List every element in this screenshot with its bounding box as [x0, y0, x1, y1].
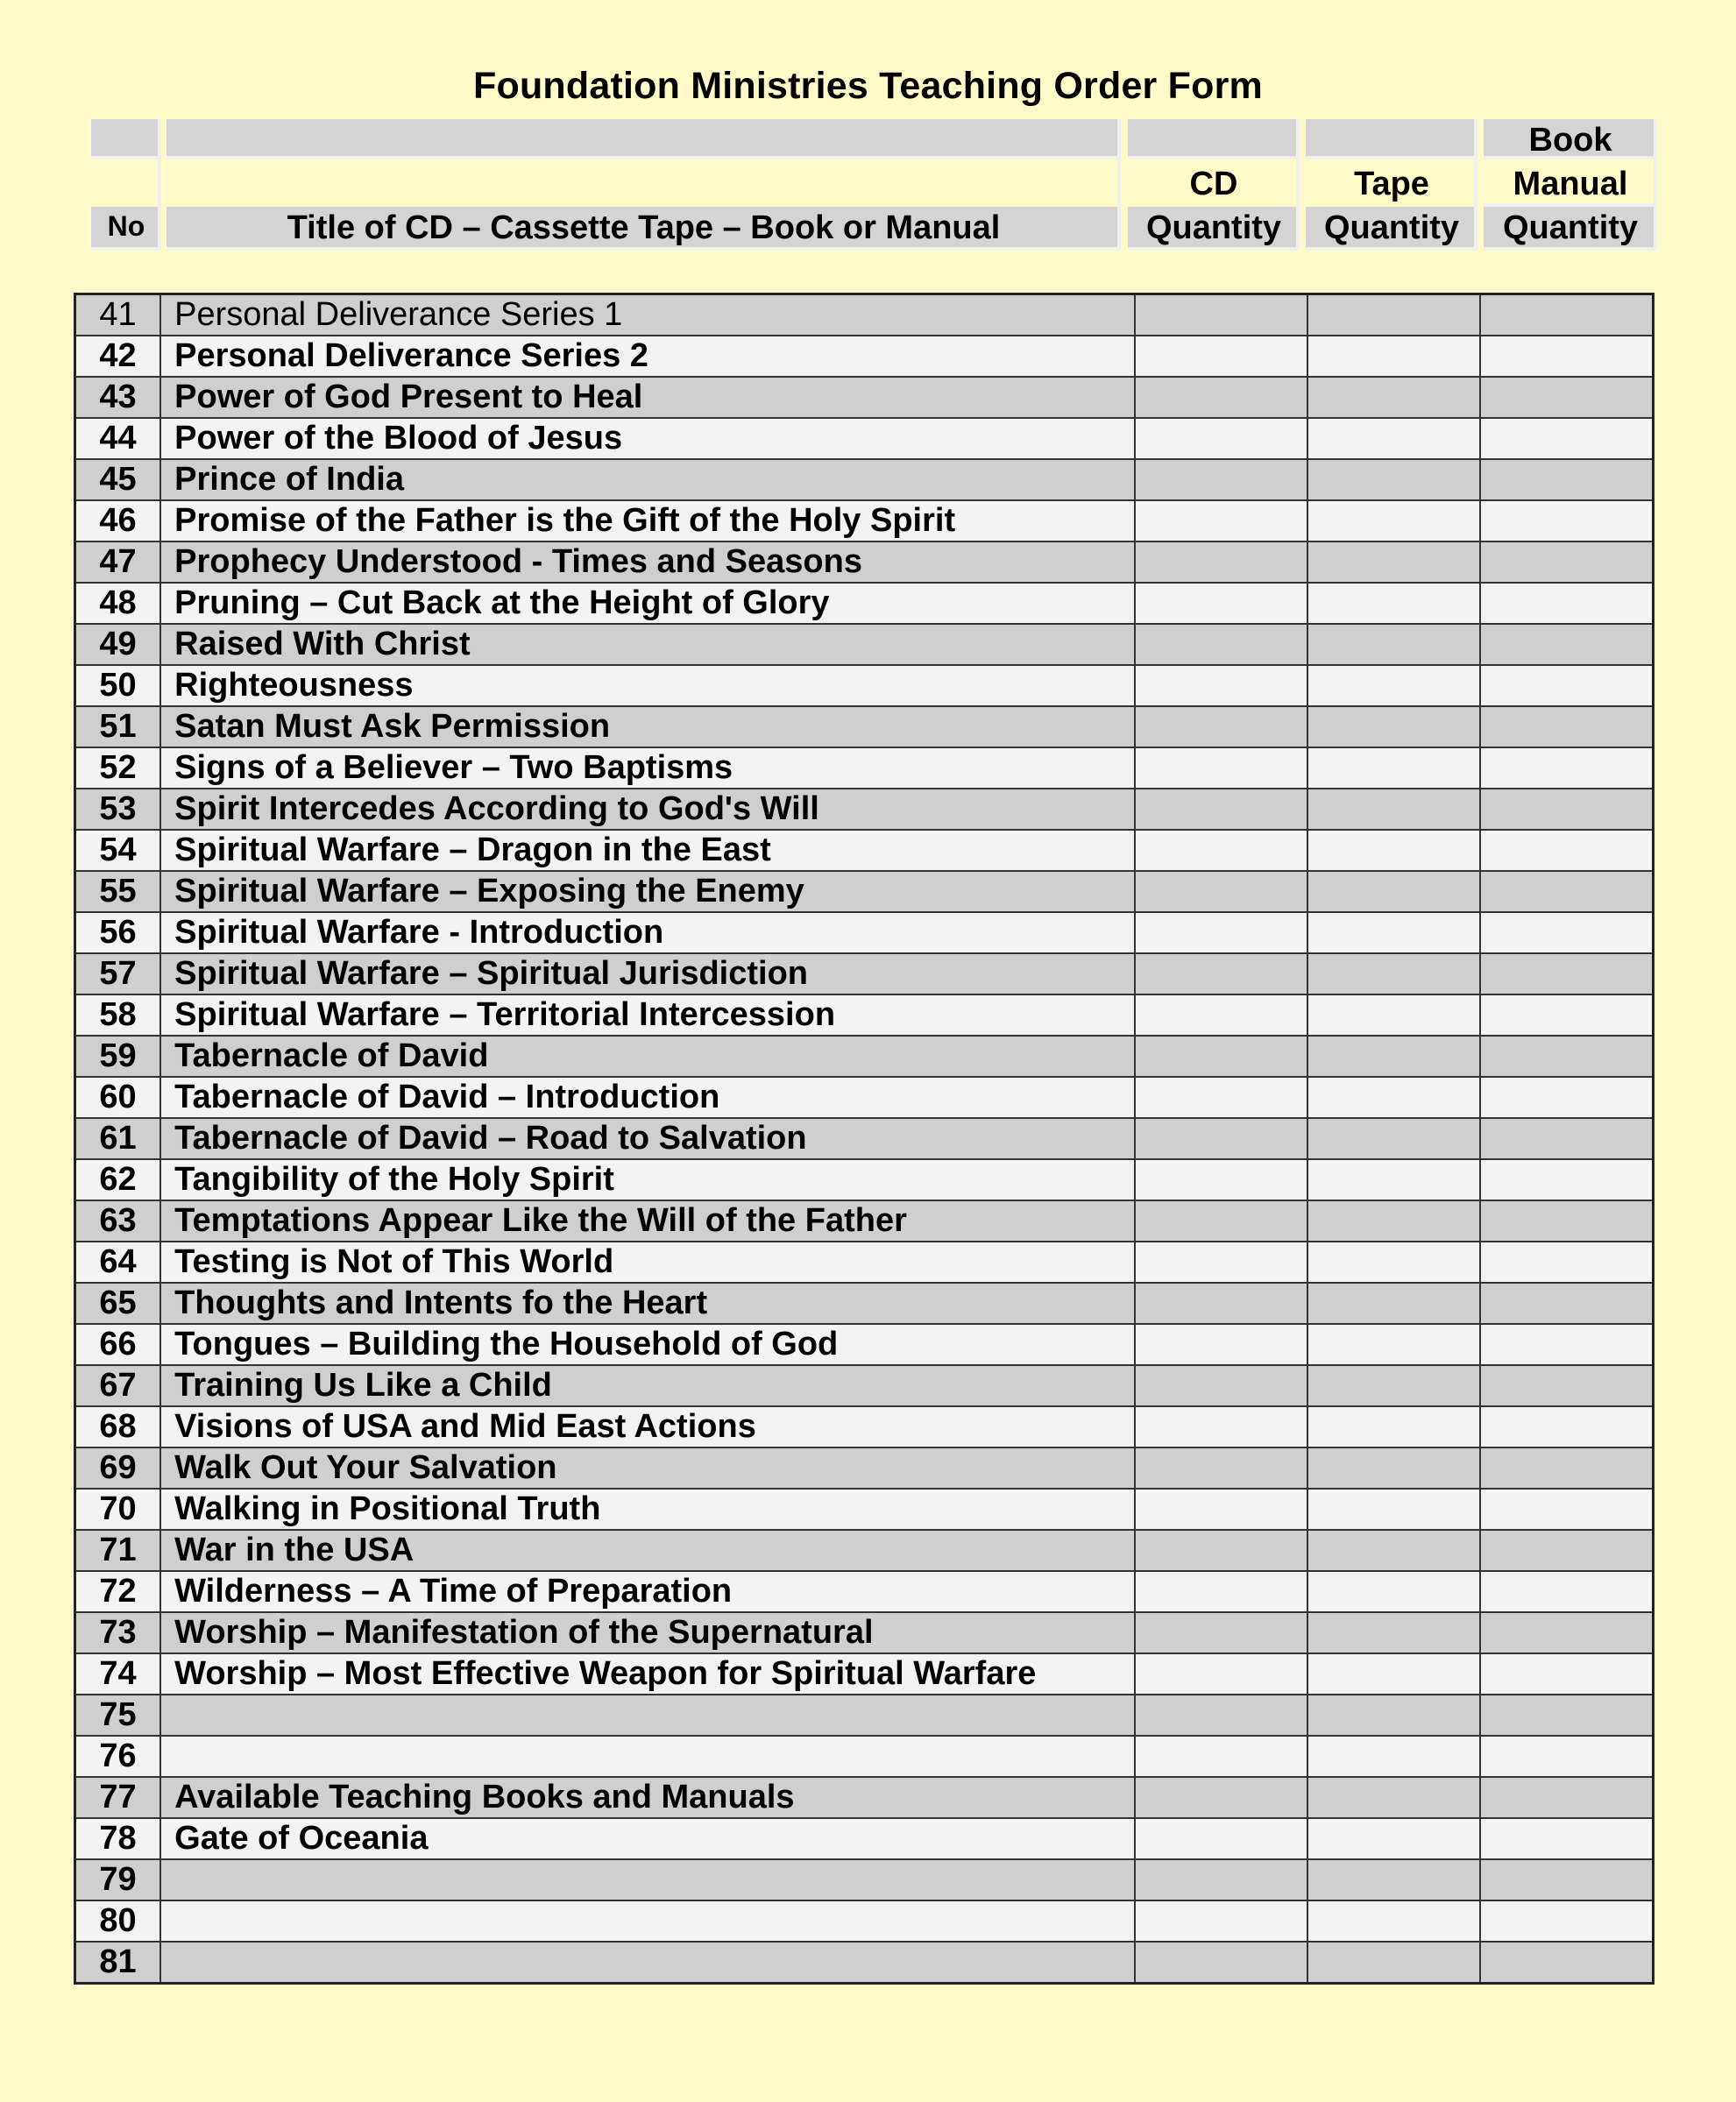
header-book-line2: Manual [1513, 166, 1628, 202]
table-row [75, 1200, 1654, 1242]
cd-quantity-cell[interactable] [1135, 1571, 1307, 1612]
header-cd-line1: CD [1189, 166, 1238, 202]
book-quantity-cell[interactable] [1480, 1900, 1653, 1942]
row-title: Worship – Most Effective Weapon for Spiritual Warfare [160, 1653, 1135, 1695]
row-title: Promise of the Father is the Gift of the Holy Spirit [160, 500, 1135, 541]
book-quantity-cell[interactable] [1480, 1159, 1653, 1200]
book-quantity-cell[interactable] [1480, 665, 1653, 706]
tape-quantity-cell[interactable] [1307, 1036, 1480, 1077]
header-no-label: No [107, 210, 145, 242]
book-quantity-cell[interactable] [1480, 1736, 1653, 1777]
row-number: 43 [75, 377, 161, 418]
table-row [75, 706, 1654, 747]
table-row [75, 953, 1654, 994]
tape-quantity-cell[interactable] [1307, 1283, 1480, 1324]
table-row [75, 1447, 1654, 1489]
table-row [75, 1283, 1654, 1324]
table-row [75, 624, 1654, 665]
book-quantity-cell[interactable] [1480, 706, 1653, 747]
row-number: 64 [75, 1242, 161, 1283]
header-book-line3: Quantity [1502, 209, 1639, 246]
cd-quantity-cell[interactable] [1135, 706, 1307, 747]
book-quantity-cell[interactable] [1480, 541, 1653, 583]
tape-quantity-cell[interactable] [1307, 789, 1480, 830]
row-title: Worship – Manifestation of the Supernatural [160, 1612, 1135, 1653]
table-row [75, 1571, 1654, 1612]
book-quantity-cell[interactable] [1480, 1818, 1653, 1859]
book-quantity-cell[interactable] [1480, 500, 1653, 541]
tape-quantity-cell[interactable] [1307, 1406, 1480, 1447]
table-row [75, 1900, 1654, 1942]
table-row [75, 294, 1654, 336]
form-title: Foundation Ministries Teaching Order Form [473, 65, 1263, 107]
book-quantity-cell[interactable] [1480, 871, 1653, 912]
cd-quantity-cell[interactable] [1135, 1242, 1307, 1283]
tape-quantity-cell[interactable] [1307, 912, 1480, 953]
cd-quantity-cell[interactable] [1135, 665, 1307, 706]
table-row [75, 336, 1654, 377]
tape-quantity-cell[interactable] [1307, 1900, 1480, 1942]
cd-quantity-cell[interactable] [1135, 500, 1307, 541]
row-number: 44 [75, 418, 161, 459]
row-title: Satan Must Ask Permission [160, 706, 1135, 747]
row-number: 67 [75, 1365, 161, 1406]
book-quantity-cell[interactable] [1480, 1242, 1653, 1283]
book-quantity-cell[interactable] [1480, 1859, 1653, 1900]
row-number: 68 [75, 1406, 161, 1447]
table-row [75, 1077, 1654, 1118]
table-row [75, 1612, 1654, 1653]
book-quantity-cell[interactable] [1480, 418, 1653, 459]
tape-quantity-cell[interactable] [1307, 1365, 1480, 1406]
cd-quantity-cell[interactable] [1135, 1942, 1307, 1984]
book-quantity-cell[interactable] [1480, 336, 1653, 377]
cd-quantity-cell[interactable] [1135, 1036, 1307, 1077]
cd-quantity-cell[interactable] [1135, 1283, 1307, 1324]
table-row [75, 912, 1654, 953]
row-number: 73 [75, 1612, 161, 1653]
table-row [75, 1324, 1654, 1365]
row-title: Available Teaching Books and Manuals [160, 1777, 1135, 1818]
row-title: Walk Out Your Salvation [160, 1447, 1135, 1489]
cd-quantity-cell[interactable] [1135, 1200, 1307, 1242]
header-no-mid [91, 159, 161, 207]
cd-quantity-cell[interactable] [1135, 871, 1307, 912]
tape-quantity-cell[interactable] [1307, 1859, 1480, 1900]
tape-quantity-cell[interactable] [1307, 418, 1480, 459]
row-number: 81 [75, 1942, 161, 1984]
table-row [75, 1118, 1654, 1159]
table-row [75, 1036, 1654, 1077]
book-quantity-cell[interactable] [1480, 1942, 1653, 1984]
row-number: 41 [75, 294, 161, 336]
header-tape-top [1306, 119, 1477, 159]
row-number: 55 [75, 871, 161, 912]
row-title: Spiritual Warfare – Exposing the Enemy [160, 871, 1135, 912]
cd-quantity-cell[interactable] [1135, 953, 1307, 994]
table-row [75, 871, 1654, 912]
header-no-top [91, 119, 161, 159]
book-quantity-cell[interactable] [1480, 1571, 1653, 1612]
row-number: 78 [75, 1818, 161, 1859]
row-title: Signs of a Believer – Two Baptisms [160, 747, 1135, 789]
tape-quantity-cell[interactable] [1307, 336, 1480, 377]
tape-quantity-cell[interactable] [1307, 1695, 1480, 1736]
tape-quantity-cell[interactable] [1307, 994, 1480, 1036]
book-quantity-cell[interactable] [1480, 377, 1653, 418]
row-title: Spiritual Warfare – Spiritual Jurisdiction [160, 953, 1135, 994]
row-title: Tangibility of the Holy Spirit [160, 1159, 1135, 1200]
row-number: 47 [75, 541, 161, 583]
row-title: Tongues – Building the Household of God [160, 1324, 1135, 1365]
cd-quantity-cell[interactable] [1135, 1447, 1307, 1489]
row-title: Wilderness – A Time of Preparation [160, 1571, 1135, 1612]
row-title: Testing is Not of This World [160, 1242, 1135, 1283]
cd-quantity-cell[interactable] [1135, 1859, 1307, 1900]
tape-quantity-cell[interactable] [1307, 541, 1480, 583]
cd-quantity-cell[interactable] [1135, 1489, 1307, 1530]
row-title: Walking in Positional Truth [160, 1489, 1135, 1530]
book-quantity-cell[interactable] [1480, 994, 1653, 1036]
tape-quantity-cell[interactable] [1307, 1118, 1480, 1159]
cd-quantity-cell[interactable] [1135, 994, 1307, 1036]
cd-quantity-cell[interactable] [1135, 830, 1307, 871]
row-number: 46 [75, 500, 161, 541]
row-title [160, 1695, 1135, 1736]
book-quantity-cell[interactable] [1480, 1036, 1653, 1077]
cd-quantity-cell[interactable] [1135, 377, 1307, 418]
tape-quantity-cell[interactable] [1307, 500, 1480, 541]
cd-quantity-cell[interactable] [1135, 1077, 1307, 1118]
row-number: 72 [75, 1571, 161, 1612]
row-number: 49 [75, 624, 161, 665]
header-title-top [167, 119, 1121, 159]
table-row [75, 459, 1654, 500]
tape-quantity-cell[interactable] [1307, 830, 1480, 871]
table-row [75, 1489, 1654, 1530]
row-title: Raised With Christ [160, 624, 1135, 665]
table-row [75, 1777, 1654, 1818]
header-cd-line2: Quantity [1145, 209, 1282, 246]
row-number: 60 [75, 1077, 161, 1118]
row-number: 75 [75, 1695, 161, 1736]
row-number: 80 [75, 1900, 161, 1942]
table-row [75, 541, 1654, 583]
cd-quantity-cell[interactable] [1135, 912, 1307, 953]
row-title: Prophecy Understood - Times and Seasons [160, 541, 1135, 583]
tape-quantity-cell[interactable] [1307, 294, 1480, 336]
table-row [75, 500, 1654, 541]
table-row [75, 830, 1654, 871]
row-number: 76 [75, 1736, 161, 1777]
row-title: Spirit Intercedes According to God's Will [160, 789, 1135, 830]
cd-quantity-cell[interactable] [1135, 1777, 1307, 1818]
row-title: Spiritual Warfare – Dragon in the East [160, 830, 1135, 871]
tape-quantity-cell[interactable] [1307, 1200, 1480, 1242]
tape-quantity-cell[interactable] [1307, 1489, 1480, 1530]
row-number: 70 [75, 1489, 161, 1530]
row-number: 54 [75, 830, 161, 871]
row-title: Tabernacle of David – Road to Salvation [160, 1118, 1135, 1159]
cd-quantity-cell[interactable] [1135, 1900, 1307, 1942]
cd-quantity-cell[interactable] [1135, 336, 1307, 377]
row-number: 48 [75, 583, 161, 624]
row-number: 79 [75, 1859, 161, 1900]
book-quantity-cell[interactable] [1480, 1695, 1653, 1736]
row-title: Spiritual Warfare - Introduction [160, 912, 1135, 953]
cd-quantity-cell[interactable] [1135, 1406, 1307, 1447]
tape-quantity-cell[interactable] [1307, 953, 1480, 994]
book-quantity-cell[interactable] [1480, 1200, 1653, 1242]
tape-quantity-cell[interactable] [1307, 1159, 1480, 1200]
row-number: 65 [75, 1283, 161, 1324]
book-quantity-cell[interactable] [1480, 1406, 1653, 1447]
row-number: 62 [75, 1159, 161, 1200]
tape-quantity-cell[interactable] [1307, 1653, 1480, 1695]
book-quantity-cell[interactable] [1480, 1365, 1653, 1406]
row-number: 77 [75, 1777, 161, 1818]
book-quantity-cell[interactable] [1480, 583, 1653, 624]
row-number: 63 [75, 1200, 161, 1242]
cd-quantity-cell[interactable] [1135, 1159, 1307, 1200]
cd-quantity-cell[interactable] [1135, 1695, 1307, 1736]
cd-quantity-cell[interactable] [1135, 789, 1307, 830]
book-quantity-cell[interactable] [1480, 953, 1653, 994]
cd-quantity-cell[interactable] [1135, 294, 1307, 336]
tape-quantity-cell[interactable] [1307, 1242, 1480, 1283]
header-book-line1: Book [1528, 122, 1612, 159]
header-cd-top [1128, 119, 1300, 159]
cd-quantity-cell[interactable] [1135, 1118, 1307, 1159]
table-row [75, 789, 1654, 830]
tape-quantity-cell[interactable] [1307, 1530, 1480, 1571]
row-title: Gate of Oceania [160, 1818, 1135, 1859]
tape-quantity-cell[interactable] [1307, 624, 1480, 665]
book-quantity-cell[interactable] [1480, 1077, 1653, 1118]
cd-quantity-cell[interactable] [1135, 624, 1307, 665]
cd-quantity-cell[interactable] [1135, 583, 1307, 624]
table-row [75, 1406, 1654, 1447]
table-row [75, 1653, 1654, 1695]
book-quantity-cell[interactable] [1480, 294, 1653, 336]
row-number: 42 [75, 336, 161, 377]
book-quantity-cell[interactable] [1480, 1489, 1653, 1530]
tape-quantity-cell[interactable] [1307, 1324, 1480, 1365]
row-title: Power of God Present to Heal [160, 377, 1135, 418]
tape-quantity-cell[interactable] [1307, 1818, 1480, 1859]
book-quantity-cell[interactable] [1480, 1447, 1653, 1489]
row-title: Righteousness [160, 665, 1135, 706]
tape-quantity-cell[interactable] [1307, 1777, 1480, 1818]
row-number: 69 [75, 1447, 161, 1489]
table-row [75, 1736, 1654, 1777]
row-number: 74 [75, 1653, 161, 1695]
row-title: Power of the Blood of Jesus [160, 418, 1135, 459]
book-quantity-cell[interactable] [1480, 1612, 1653, 1653]
tape-quantity-cell[interactable] [1307, 377, 1480, 418]
row-title [160, 1942, 1135, 1984]
tape-quantity-cell[interactable] [1307, 665, 1480, 706]
tape-quantity-cell[interactable] [1307, 1942, 1480, 1984]
tape-quantity-cell[interactable] [1307, 747, 1480, 789]
header-title-label: Title of CD – Cassette Tape – Book or Manual [287, 209, 1001, 246]
table-row [75, 665, 1654, 706]
tape-quantity-cell[interactable] [1307, 706, 1480, 747]
tape-quantity-cell[interactable] [1307, 459, 1480, 500]
header-title-mid [167, 159, 1121, 207]
book-quantity-cell[interactable] [1480, 1777, 1653, 1818]
cd-quantity-cell[interactable] [1135, 541, 1307, 583]
book-quantity-cell[interactable] [1480, 1653, 1653, 1695]
table-row [75, 994, 1654, 1036]
row-number: 45 [75, 459, 161, 500]
row-number: 53 [75, 789, 161, 830]
book-quantity-cell[interactable] [1480, 912, 1653, 953]
book-quantity-cell[interactable] [1480, 1530, 1653, 1571]
row-title: Tabernacle of David [160, 1036, 1135, 1077]
book-quantity-cell[interactable] [1480, 1283, 1653, 1324]
row-number: 56 [75, 912, 161, 953]
row-title: Prince of India [160, 459, 1135, 500]
tape-quantity-cell[interactable] [1307, 1571, 1480, 1612]
cd-quantity-cell[interactable] [1135, 1818, 1307, 1859]
header-tape-line1: Tape [1354, 166, 1429, 202]
row-number: 52 [75, 747, 161, 789]
row-number: 71 [75, 1530, 161, 1571]
header-tape-line2: Quantity [1323, 209, 1460, 246]
tape-quantity-cell[interactable] [1307, 871, 1480, 912]
cd-quantity-cell[interactable] [1135, 459, 1307, 500]
table-row [75, 1365, 1654, 1406]
cd-quantity-cell[interactable] [1135, 1324, 1307, 1365]
cd-quantity-cell[interactable] [1135, 418, 1307, 459]
row-title: Visions of USA and Mid East Actions [160, 1406, 1135, 1447]
book-quantity-cell[interactable] [1480, 1118, 1653, 1159]
tape-quantity-cell[interactable] [1307, 1736, 1480, 1777]
row-title: Spiritual Warfare – Territorial Intercession [160, 994, 1135, 1036]
row-title: Pruning – Cut Back at the Height of Glory [160, 583, 1135, 624]
row-title: Training Us Like a Child [160, 1365, 1135, 1406]
book-quantity-cell[interactable] [1480, 830, 1653, 871]
row-title: Personal Deliverance Series 1 [160, 294, 1135, 336]
order-table [74, 293, 1655, 1985]
table-row [75, 1530, 1654, 1571]
row-title: Temptations Appear Like the Will of the Father [160, 1200, 1135, 1242]
row-number: 57 [75, 953, 161, 994]
book-quantity-cell[interactable] [1480, 747, 1653, 789]
row-number: 50 [75, 665, 161, 706]
table-row [75, 1942, 1654, 1984]
book-quantity-cell[interactable] [1480, 1324, 1653, 1365]
cd-quantity-cell[interactable] [1135, 1365, 1307, 1406]
row-number: 58 [75, 994, 161, 1036]
row-title: Thoughts and Intents fo the Heart [160, 1283, 1135, 1324]
cd-quantity-cell[interactable] [1135, 1736, 1307, 1777]
table-row [75, 1242, 1654, 1283]
tape-quantity-cell[interactable] [1307, 1077, 1480, 1118]
table-row [75, 418, 1654, 459]
row-title: Personal Deliverance Series 2 [160, 336, 1135, 377]
cd-quantity-cell[interactable] [1135, 1653, 1307, 1695]
table-row [75, 583, 1654, 624]
row-number: 59 [75, 1036, 161, 1077]
cd-quantity-cell[interactable] [1135, 1612, 1307, 1653]
book-quantity-cell[interactable] [1480, 789, 1653, 830]
table-row [75, 1859, 1654, 1900]
tape-quantity-cell[interactable] [1307, 1612, 1480, 1653]
cd-quantity-cell[interactable] [1135, 747, 1307, 789]
tape-quantity-cell[interactable] [1307, 583, 1480, 624]
book-quantity-cell[interactable] [1480, 624, 1653, 665]
row-number: 61 [75, 1118, 161, 1159]
row-title: War in the USA [160, 1530, 1135, 1571]
row-number: 51 [75, 706, 161, 747]
row-number: 66 [75, 1324, 161, 1365]
table-row [75, 1818, 1654, 1859]
cd-quantity-cell[interactable] [1135, 1530, 1307, 1571]
table-row [75, 1159, 1654, 1200]
table-row [75, 377, 1654, 418]
tape-quantity-cell[interactable] [1307, 1447, 1480, 1489]
table-row [75, 747, 1654, 789]
table-row [75, 1695, 1654, 1736]
row-title [160, 1859, 1135, 1900]
book-quantity-cell[interactable] [1480, 459, 1653, 500]
row-title: Tabernacle of David – Introduction [160, 1077, 1135, 1118]
row-title [160, 1736, 1135, 1777]
row-title [160, 1900, 1135, 1942]
